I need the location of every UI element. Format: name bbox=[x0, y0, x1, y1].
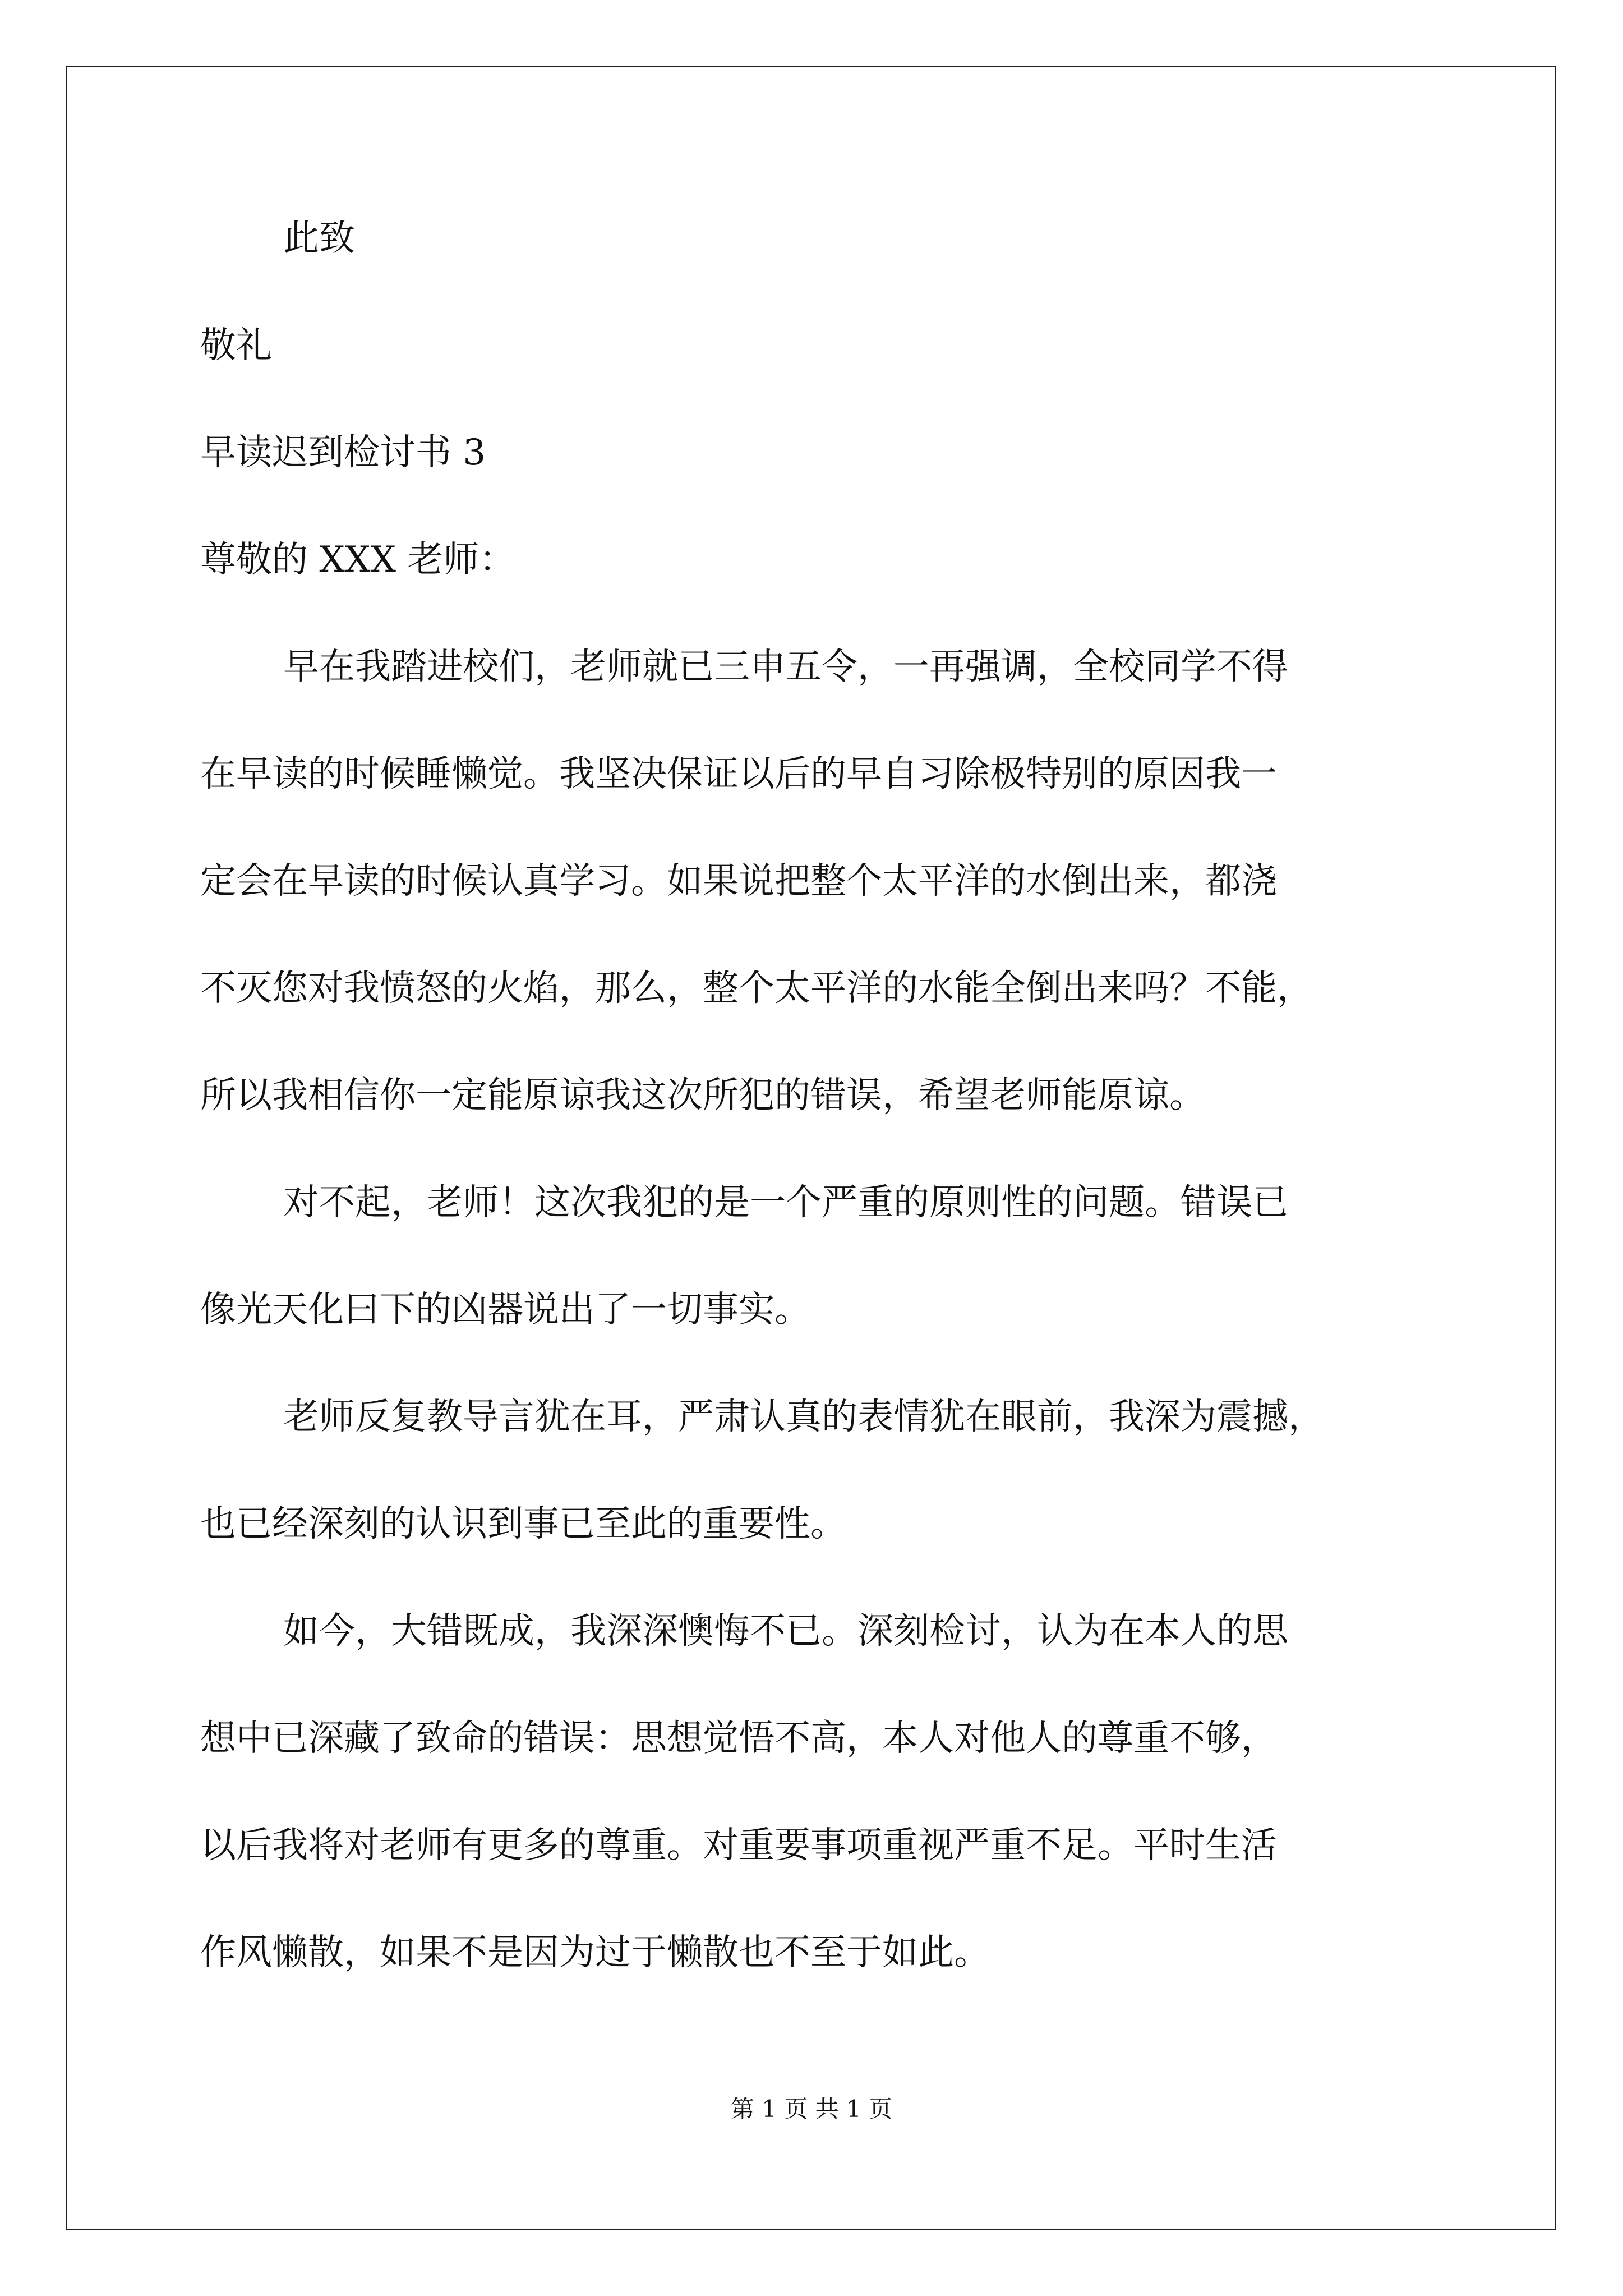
paragraph-line: 像光天化曰下的凶器说出了一切事实。 bbox=[200, 1289, 810, 1331]
paragraph-line: 如今，大错既成，我深深懊悔不已。深刻检讨，认为在本人的思 bbox=[283, 1611, 1288, 1652]
paragraph-line: 早在我踏进校们，老师就已三申五令，一再强调，全校同学不得 bbox=[283, 646, 1288, 688]
salute-line: 敬礼 bbox=[200, 325, 272, 366]
paragraph-line: 也已经深刻的认识到事已至此的重要性。 bbox=[200, 1503, 846, 1545]
paragraph-4 bbox=[200, 1606, 1468, 1978]
closing-line: 此致 bbox=[283, 218, 355, 259]
document-body bbox=[200, 213, 1468, 1978]
paragraph-line: 想中已深藏了致命的错误：思想觉悟不高，本人对他人的尊重不够， bbox=[200, 1718, 1277, 1759]
paragraph-1 bbox=[200, 642, 1468, 1121]
paragraph-line: 所以我相信你一定能原谅我这次所犯的错误，希望老师能原谅。 bbox=[200, 1075, 1205, 1116]
paragraph-line: 老师反复教导言犹在耳，严肃认真的表情犹在眼前，我深为震撼， bbox=[283, 1396, 1324, 1438]
paragraph-line: 不灭您对我愤怒的火焰，那么，整个太平洋的水能全倒出来吗？不能， bbox=[200, 968, 1313, 1009]
paragraph-line: 定会在早读的时候认真学习。如果说把整个太平洋的水倒出来，都浇 bbox=[200, 861, 1277, 902]
document-title: 早读迟到检讨书 3 bbox=[200, 432, 486, 473]
paragraph-3 bbox=[200, 1392, 1468, 1549]
paragraph-line: 对不起，老师！这次我犯的是一个严重的原则性的问题。错误已 bbox=[283, 1182, 1288, 1223]
paragraph-line: 作风懒散，如果不是因为过于懒散也不至于如此。 bbox=[200, 1932, 990, 1973]
page-footer: 第 1 页 共 1 页 bbox=[730, 2095, 893, 2123]
greeting-line: 尊敬的 XXX 老师： bbox=[200, 539, 515, 581]
paragraph-line: 以后我将对老师有更多的尊重。对重要事项重视严重不足。平时生活 bbox=[200, 1825, 1277, 1866]
paragraph-2 bbox=[200, 1177, 1468, 1335]
paragraph-line: 在早读的时候睡懒觉。我坚决保证以后的早自习除极特别的原因我一 bbox=[200, 753, 1277, 795]
